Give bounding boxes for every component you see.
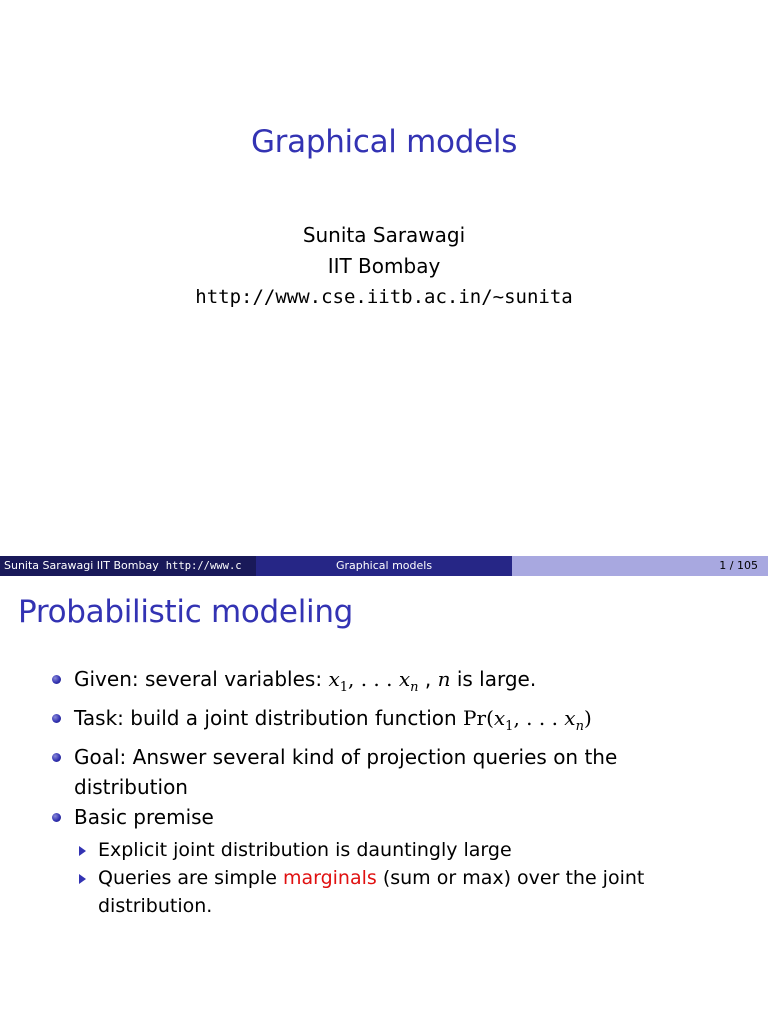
sub-list-item-explicit: Explicit joint distribution is dauntingly large bbox=[74, 836, 688, 864]
list-item-goal: Goal: Answer several kind of projection queries on the distribution bbox=[48, 742, 688, 802]
list-item-given: Given: several variables: $x_1$, . . . $x_n$ , n is large. bbox=[48, 664, 688, 703]
bullet-dot-icon bbox=[52, 714, 61, 723]
footer-title: Graphical models bbox=[256, 556, 512, 576]
slide-title: Probabilistic modeling bbox=[18, 594, 354, 630]
footer-author bbox=[0, 556, 256, 576]
list-item-task: Task: build a joint distribution function $Pr(x_1$, . . . $x_n$) bbox=[48, 703, 688, 742]
sub-list-item-queries: Queries are simple marginals (sum or max) over the joint distribution. bbox=[74, 864, 688, 920]
bullet-dot-icon bbox=[52, 675, 61, 684]
author-url: http://www.cse.iitb.ac.in/~sunita bbox=[195, 286, 573, 308]
triangle-bullet-icon bbox=[79, 874, 86, 884]
footer-url: http://www.c bbox=[165, 560, 242, 572]
author-name: Sunita Sarawagi bbox=[302, 223, 466, 247]
content-slide bbox=[0, 576, 768, 1024]
footer-bar bbox=[0, 556, 768, 576]
author-block bbox=[0, 220, 768, 313]
institute: IIT Bombay bbox=[327, 254, 441, 278]
triangle-bullet-icon bbox=[79, 846, 86, 856]
bullet-dot-icon bbox=[52, 753, 61, 762]
bullet-list bbox=[48, 664, 688, 920]
presentation-title: Graphical models bbox=[250, 124, 518, 160]
footer-author-text: Sunita Sarawagi IIT Bombay bbox=[4, 559, 159, 572]
sub-bullet-list bbox=[74, 836, 688, 920]
bullet-dot-icon bbox=[52, 813, 61, 822]
list-item-premise: Basic premise Explicit joint distribution is dauntingly large Queries are simple marginals (sum or max) over the joint distribution. bbox=[48, 802, 688, 920]
footer-page-number: 1 / 105 bbox=[512, 556, 768, 576]
highlight-marginals: marginals bbox=[282, 867, 377, 889]
